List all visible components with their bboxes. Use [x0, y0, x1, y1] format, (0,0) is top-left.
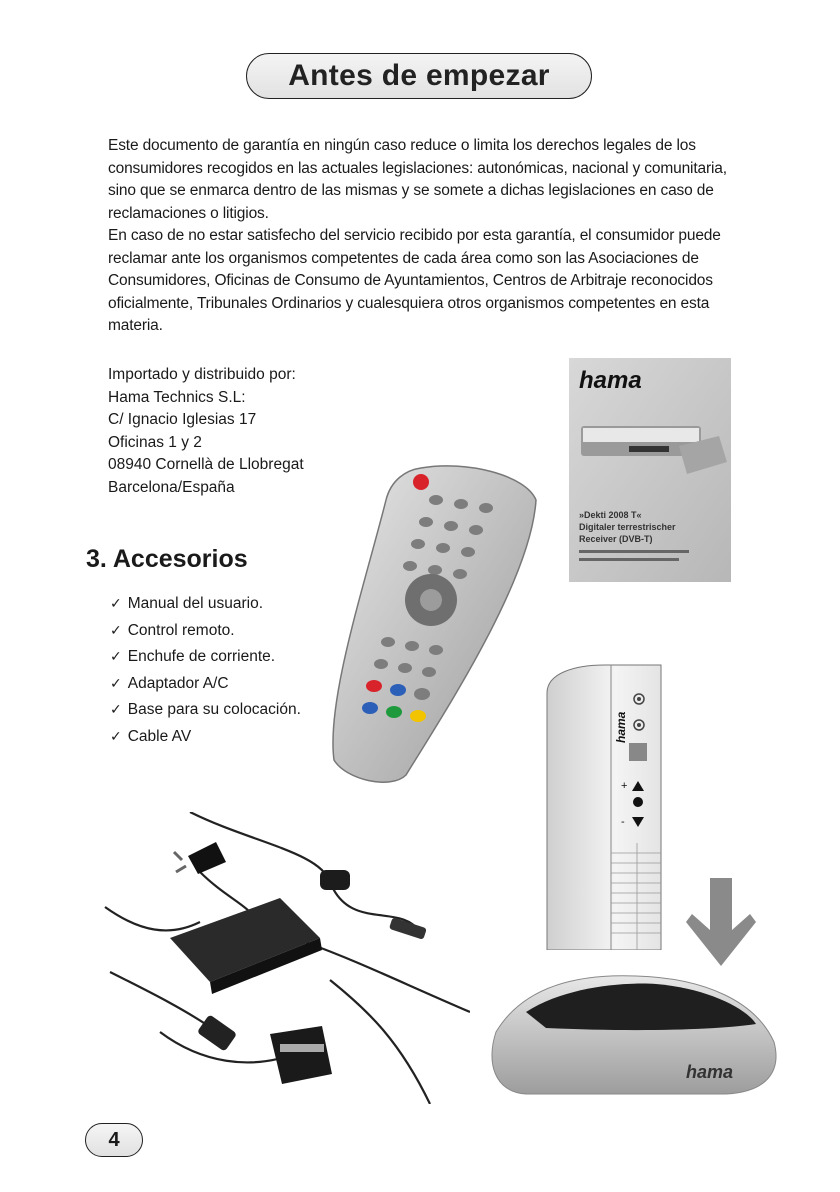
- section-heading-accessories: 3. Accesorios: [86, 545, 248, 573]
- power-adapter-cables-image: [100, 812, 470, 1104]
- address-line: Importado y distribuido por:: [108, 366, 296, 383]
- paragraph-claims: En caso de no estar satisfecho del servicio recibido por esta garantía, el consumidor puede reclamar ante los organismos competentes de cada área como son las Asociaciones de Consumidores, Oficinas de Consumo de Ayuntamientos, Centros de Arbitraje reconocidos oficialmente, Tribunales Ordinarios y cualesquiera otros organismos competentes en esta materia.: [108, 227, 721, 335]
- page-title: [246, 53, 592, 99]
- importer-address: [108, 364, 304, 499]
- receiver-image: [545, 663, 663, 950]
- manual-brand: hama: [579, 367, 642, 394]
- list-item: ✓ Base para su colocación.: [110, 697, 301, 724]
- stand-brand: hama: [686, 1062, 734, 1082]
- manual-cover-image: [569, 358, 731, 582]
- manual-line-2: Digitaler terrestrischer: [579, 522, 676, 532]
- list-item: ✓ Adaptador A/C: [110, 671, 301, 698]
- manual-line-1: »Dekti 2008 T«: [579, 510, 642, 520]
- page-title-text: Antes de empezar: [288, 59, 550, 92]
- paragraph-warranty: Este documento de garantía en ningún caso reduce o limita los derechos legales de los consumidores recogidos en las actuales legislaciones: autonómicas, nacional y comunitaria, sino que se enmarca dentro de las mismas y se somete a dichas legislaciones en caso de reclamaciones o litigios.: [108, 137, 727, 222]
- list-item: ✓ Manual del usuario.: [110, 591, 301, 618]
- receiver-minus-label: -: [621, 816, 625, 828]
- address-line: 08940 Cornellà de Llobregat: [108, 456, 304, 473]
- page-number: 4: [85, 1123, 143, 1157]
- address-line: Oficinas 1 y 2: [108, 433, 202, 451]
- receiver-plus-label: +: [621, 780, 628, 792]
- list-item: ✓ Control remoto.: [110, 618, 301, 645]
- list-item: ✓ Cable AV: [110, 724, 301, 751]
- manual-line-3: Receiver (DVB-T): [579, 534, 653, 544]
- list-item: ✓ Enchufe de corriente.: [110, 644, 301, 671]
- arrow-down-icon: [686, 878, 756, 968]
- stand-base-image: [486, 972, 786, 1098]
- remote-control-image: [326, 460, 546, 790]
- receiver-brand: hama: [614, 711, 628, 743]
- address-line: Barcelona/España: [108, 478, 235, 496]
- address-line: Hama Technics S.L:: [108, 388, 246, 406]
- address-line: C/ Ignacio Iglesias 17: [108, 411, 257, 428]
- accessories-list: [110, 591, 301, 750]
